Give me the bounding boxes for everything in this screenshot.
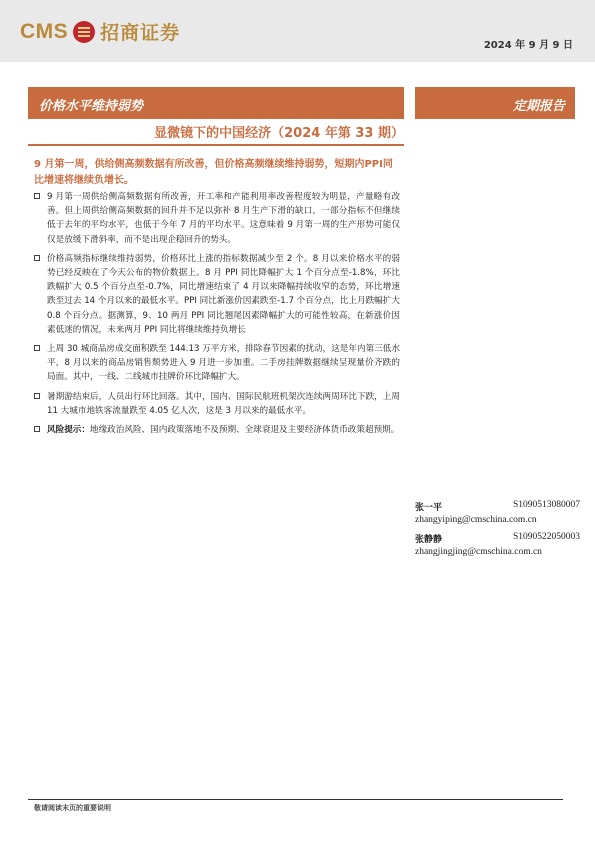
analyst-block — [415, 500, 580, 525]
report-type-banner — [415, 87, 575, 119]
topic-banner — [28, 87, 404, 119]
report-date: 2024 年 9 月 9 日 — [483, 40, 573, 51]
analyst-id: S1090522050003 — [512, 532, 580, 542]
bullet-text: 上周 30 城商品房成交面积跌至 144.13 万平方米，排除春节因素的扰动，这是年内第三低水平，8 月以来的商品房销售颓势进入 9 月进一步加重。二手房挂牌数据继续呈现量价齐跌的局面。其中，一线、二线城市挂牌价环比降幅扩大。 — [47, 344, 400, 383]
checkbox-bullet-icon — [34, 393, 40, 399]
report-title: 显微镜下的中国经济（2024 年第 33 期） — [154, 126, 404, 141]
list-item — [34, 252, 400, 337]
page-header — [0, 0, 595, 62]
topic-title: 价格水平维持弱势 — [39, 99, 144, 114]
analyst-name: 张一平 — [415, 503, 443, 513]
analyst-email[interactable]: zhangyiping@cmschina.com.cn — [415, 515, 537, 525]
list-item — [34, 342, 400, 385]
report-summary: 9 月第一周，供给侧高频数据有所改善，但价格高频继续维持弱势，短期内PPI同比增速将继续负增长。 — [34, 159, 393, 186]
report-type-label: 定期报告 — [512, 99, 565, 114]
footer-disclaimer-note: 敬请阅读末页的重要说明 — [34, 804, 111, 812]
analyst-name: 张静静 — [415, 535, 443, 545]
checkbox-bullet-icon — [34, 345, 40, 351]
analyst-block — [415, 532, 580, 557]
analyst-email[interactable]: zhangjingjing@cmschina.com.cn — [415, 547, 542, 557]
bullet-list — [34, 190, 400, 442]
checkbox-bullet-icon — [34, 426, 40, 432]
list-item — [34, 390, 400, 418]
list-item — [34, 423, 400, 437]
logo-emblem-icon — [73, 21, 95, 43]
logo-chinese-name: 招商证券 — [100, 22, 181, 44]
bullet-text: 暑期游结束后，人员出行环比回落。其中，国内、国际民航班机架次连续两周环比下跌，上周 11 大城市地铁客流量跌至 4.05 亿人次，这是 3 月以来的最低水平。 — [47, 391, 400, 416]
bullet-text: 价格高频指标继续维持弱势，价格环比上涨的指标数据减少至 2 个。8 月以来价格水平的弱势已经反映在了今天公布的物价数据上。8 月 PPI 同比降幅扩大 1 个百分点至-1.8%，环比跌幅扩大 0.5 个百分点至-0.7%，同比增速结束了 4 月以来降幅持续收窄的态势，环比增速跌至过去 14 个月以来的最低水平。PPI 同比新涨价因素跌至-1.7 个百分点，比上月跌幅扩大 0.8 个百分点。据测算，9、10 两月 PPI 同比翘尾因素降幅扩大的可能性较高，在新涨价因素低迷的情况，未来两月 PPI 同比将继续维持负增长 — [47, 253, 400, 335]
analyst-id: S1090513080007 — [512, 500, 580, 510]
title-divider — [28, 144, 404, 146]
bullet-text: 9 月第一周供给侧高频数据有所改善，开工率和产能利用率改善程度较为明显，产量略有改善。但上周供给侧高频数据的回升并不足以弥补 8 月生产下滑的缺口，一部分指标不但继续低于去年的平均水平，也低于今年 7 月的平均水平。这意味着 9 月第一周的生产形势可能仅仅是放缓下滑斜率，而不是出现企稳回升的势头。 — [47, 192, 400, 245]
list-item — [34, 190, 400, 247]
checkbox-bullet-icon — [34, 255, 40, 261]
risk-label: 风险提示： — [47, 425, 90, 436]
checkbox-bullet-icon — [34, 193, 40, 199]
bullet-text: 地缘政治风险、国内政策落地不及预期、全球衰退及主要经济体货币政策超预期。 — [89, 425, 400, 436]
company-logo — [20, 18, 180, 45]
logo-text: CMS — [20, 19, 69, 43]
footer-divider — [28, 799, 563, 800]
